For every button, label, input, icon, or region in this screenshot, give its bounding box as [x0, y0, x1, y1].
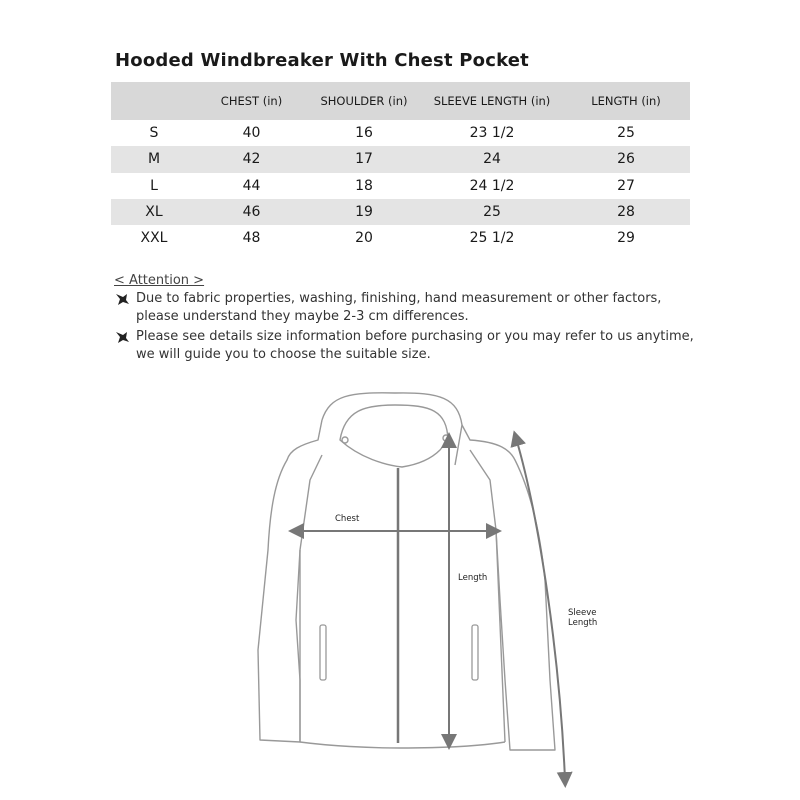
page-title: Hooded Windbreaker With Chest Pocket — [115, 50, 529, 71]
note-line: please understand they maybe 2-3 cm differences. — [136, 309, 469, 324]
table-header-row — [111, 82, 690, 120]
cell-size: M — [111, 146, 197, 172]
pin-icon — [114, 292, 136, 310]
cell-size: XL — [111, 199, 197, 225]
cell-chest: 40 — [242, 125, 261, 142]
cell-shoulder: 18 — [355, 177, 373, 194]
table-row — [111, 199, 690, 225]
note-line: Due to fabric properties, washing, finishing, hand measurement or other factors, — [136, 291, 662, 306]
cell-sleeve-length: 23 1/2 — [469, 125, 515, 142]
sleeve-label-line1: Sleeve — [568, 608, 597, 618]
pin-icon — [114, 330, 136, 348]
cell-shoulder: 16 — [355, 125, 373, 142]
attention-note — [114, 328, 694, 364]
header-shoulder: SHOULDER (in) — [306, 82, 422, 120]
chest-label: Chest — [335, 514, 360, 524]
table-row — [111, 120, 690, 146]
cell-length: 29 — [617, 230, 635, 247]
cell-length: 27 — [617, 177, 635, 194]
cell-size: S — [149, 125, 159, 142]
cell-chest: 44 — [242, 177, 261, 194]
note-line: we will guide you to choose the suitable size. — [136, 347, 431, 362]
header-sleeve-length: SLEEVE LENGTH (in) — [422, 82, 562, 120]
table-row — [111, 173, 690, 199]
cell-sleeve-length: 25 — [422, 199, 562, 225]
cell-length: 28 — [562, 199, 690, 225]
jacket-outline — [258, 393, 555, 750]
attention-section — [114, 273, 694, 364]
header-size — [111, 82, 197, 120]
cell-shoulder: 20 — [355, 230, 373, 247]
header-length: LENGTH (in) — [562, 82, 690, 120]
cell-sleeve-length: 24 — [422, 146, 562, 172]
cell-sleeve-length: 25 1/2 — [469, 230, 515, 247]
attention-heading: < Attention > — [114, 273, 205, 288]
sleeve-length-arrow — [516, 438, 565, 780]
table-row — [111, 146, 690, 172]
attention-note — [114, 290, 694, 326]
cell-length: 26 — [562, 146, 690, 172]
cell-sleeve-length: 24 1/2 — [469, 177, 515, 194]
size-chart-table — [111, 82, 690, 251]
left-pocket — [320, 625, 326, 680]
cell-chest: 48 — [242, 230, 261, 247]
cell-size: XXL — [140, 230, 168, 247]
cell-shoulder: 17 — [306, 146, 422, 172]
sleeve-label-line2: Length — [568, 618, 598, 628]
table-row — [111, 225, 690, 251]
cell-length: 25 — [617, 125, 635, 142]
note-line: Please see details size information before purchasing or you may refer to us anytime, — [136, 329, 694, 344]
right-pocket — [472, 625, 478, 680]
cell-chest: 46 — [197, 199, 306, 225]
jacket-diagram — [0, 380, 800, 800]
cell-size: L — [150, 177, 158, 194]
length-label: Length — [458, 573, 488, 583]
header-chest: CHEST (in) — [197, 82, 306, 120]
cell-chest: 42 — [197, 146, 306, 172]
cell-shoulder: 19 — [306, 199, 422, 225]
